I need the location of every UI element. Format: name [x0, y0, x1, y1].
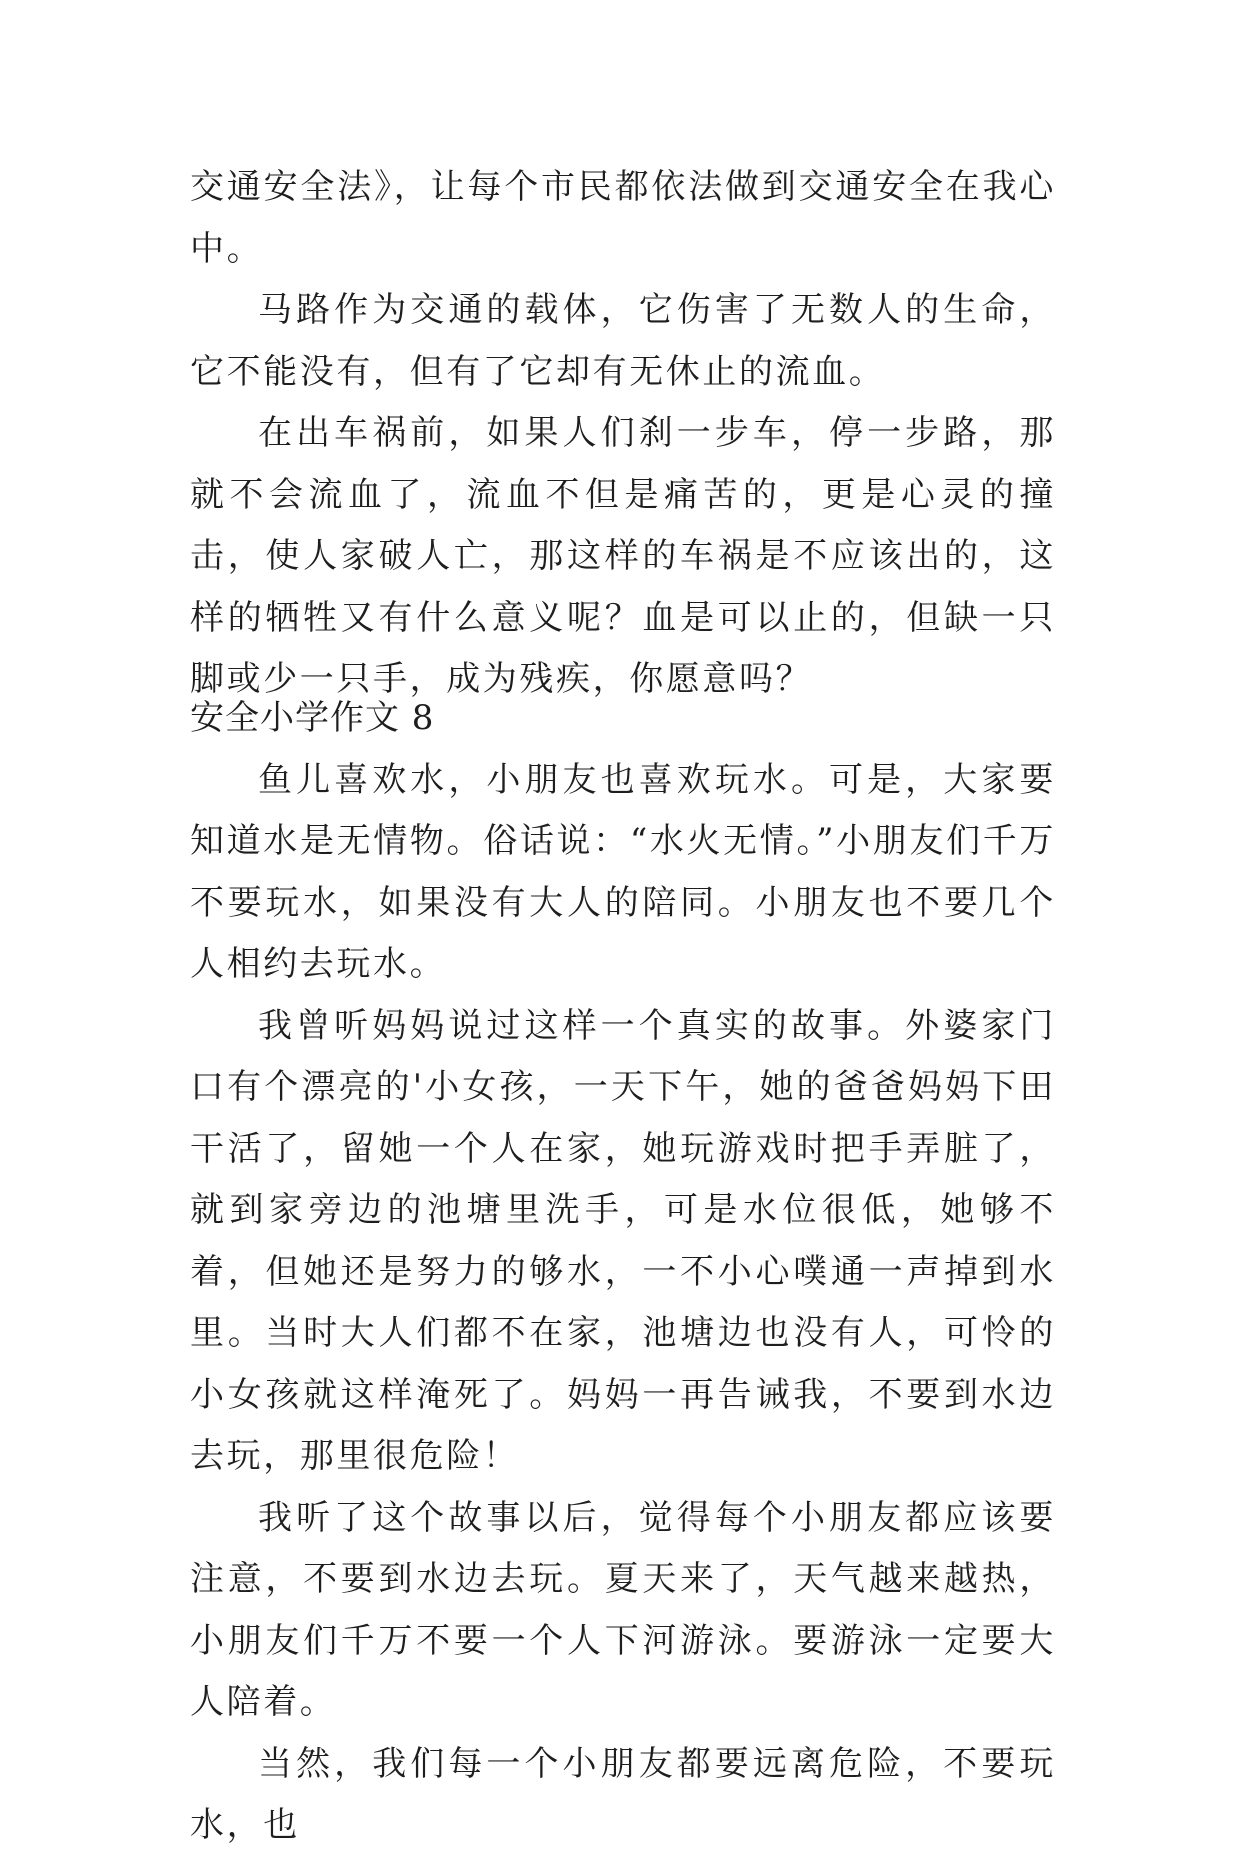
paragraph: 马路作为交通的载体，它伤害了无数人的生命，它不能没有，但有了它却有无休止的流血。	[190, 290, 1056, 392]
paragraph: 当然，我们每一个小朋友都要远离危险，不要玩水，也	[190, 1743, 1056, 1845]
paragraph: 交通安全法》，让每个市民都依法做到交通安全在我心中。	[190, 167, 1056, 269]
essay-section	[190, 688, 1056, 1857]
paragraph: 在出车祸前，如果人们刹一步车，停一步路，那就不会流血了，流血不但是痛苦的，更是心灵的撞击，使人家破人亡，那这样的车祸是不应该出的，这样的牺牲又有什么意义呢？血是可以止的，但缺一只脚或少一只手，成为残疾，你愿意吗？	[190, 413, 1056, 699]
paragraph: 我曾听妈妈说过这样一个真实的故事。外婆家门口有个漂亮的'小女孩，一天下午，她的爸爸妈妈下田干活了，留她一个人在家，她玩游戏时把手弄脏了，就到家旁边的池塘里洗手，可是水位很低，她够不着，但她还是努力的够水，一不小心噗通一声掉到水里。当时大人们都不在家，池塘边也没有人，可怜的小女孩就这样淹死了。妈妈一再告诫我，不要到水边去玩，那里很危险！	[190, 1005, 1056, 1476]
section-title: 安全小学作文 8	[190, 698, 435, 738]
paragraph: 我听了这个故事以后，觉得每个小朋友都应该要注意，不要到水边去玩。夏天来了，天气越来越热，小朋友们千万不要一个人下河游泳。要游泳一定要大人陪着。	[190, 1497, 1056, 1722]
continuation-text	[190, 157, 1056, 711]
paragraph: 鱼儿喜欢水，小朋友也喜欢玩水。可是，大家要知道水是无情物。俗话说：“水火无情。”小朋友们千万不要玩水，如果没有大人的陪同。小朋友也不要几个人相约去玩水。	[190, 759, 1056, 984]
